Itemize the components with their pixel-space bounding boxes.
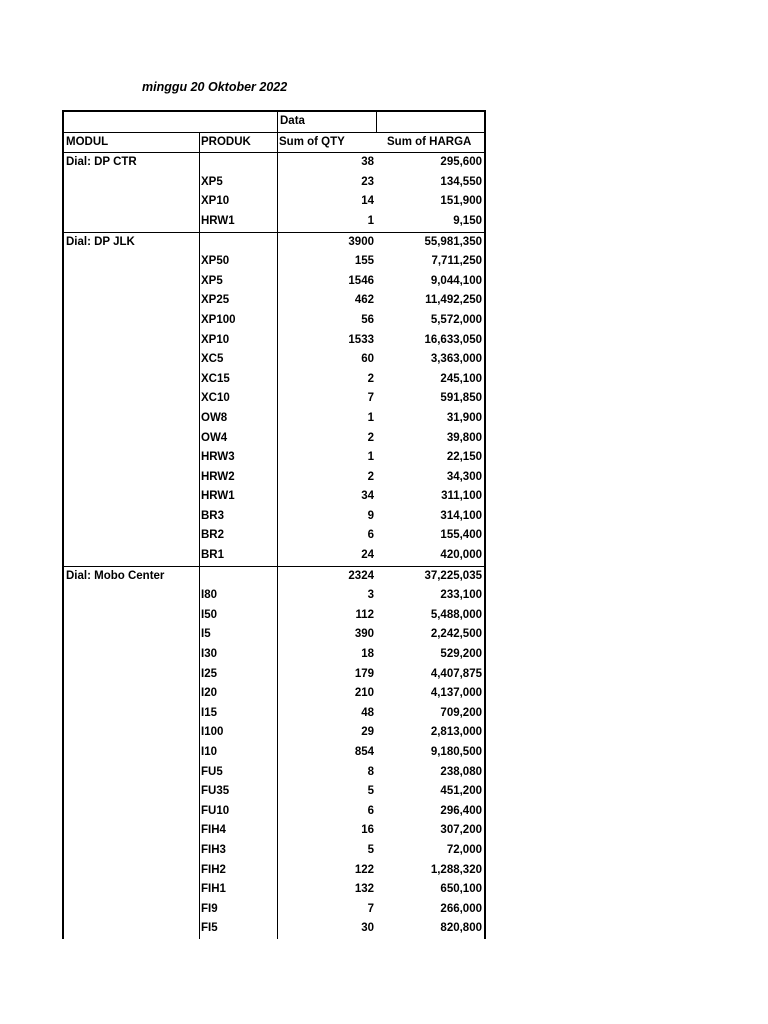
qty-cell[interactable]: 210 <box>277 684 376 704</box>
qty-cell[interactable]: 854 <box>277 743 376 763</box>
produk-cell[interactable]: XC10 <box>199 389 277 409</box>
modul-cell[interactable] <box>64 252 200 272</box>
harga-cell[interactable]: 529,200 <box>440 648 482 661</box>
produk-cell[interactable]: HRW1 <box>199 212 277 232</box>
produk-cell[interactable]: BR1 <box>199 546 277 566</box>
harga-cell[interactable]: 22,150 <box>446 451 482 464</box>
qty-cell[interactable]: 1 <box>277 409 376 429</box>
modul-cell[interactable]: Dial: DP JLK <box>66 235 135 248</box>
produk-cell[interactable]: FU35 <box>199 782 277 802</box>
produk-cell[interactable]: XP25 <box>199 291 277 311</box>
table-row <box>64 684 484 704</box>
qty-cell[interactable]: 179 <box>277 665 376 685</box>
modul-cell[interactable] <box>64 468 200 488</box>
harga-cell[interactable]: 9,044,100 <box>430 274 482 287</box>
group-total-row <box>64 232 484 253</box>
produk-cell[interactable] <box>199 567 277 587</box>
modul-cell[interactable] <box>64 821 200 841</box>
qty-cell[interactable]: 2 <box>277 429 376 449</box>
modul-cell[interactable] <box>64 606 200 626</box>
harga-cell[interactable]: 5,572,000 <box>430 313 482 326</box>
modul-cell[interactable] <box>64 429 200 449</box>
modul-cell[interactable] <box>64 645 200 665</box>
qty-cell[interactable]: 30 <box>277 919 376 939</box>
qty-cell[interactable]: 7 <box>277 389 376 409</box>
table-row <box>64 526 484 546</box>
harga-cell[interactable]: 311,100 <box>441 490 482 503</box>
harga-cell[interactable]: 296,400 <box>440 804 482 817</box>
pivot-body <box>64 153 484 939</box>
report-title: minggu 20 Oktober 2022 <box>142 80 288 94</box>
modul-cell[interactable]: Dial: Mobo Center <box>66 569 165 582</box>
group-total-row <box>64 566 484 587</box>
qty-cell[interactable]: 3 <box>277 586 376 606</box>
table-row <box>64 272 484 292</box>
modul-cell[interactable]: Dial: DP CTR <box>66 156 137 169</box>
table-row <box>64 861 484 881</box>
harga-cell[interactable]: 11,492,250 <box>425 294 482 307</box>
modul-cell[interactable] <box>64 487 200 507</box>
produk-cell[interactable]: I80 <box>199 586 277 606</box>
produk-cell[interactable]: OW4 <box>199 429 277 449</box>
modul-cell[interactable] <box>64 192 200 212</box>
produk-cell[interactable]: XP10 <box>199 331 277 351</box>
harga-cell[interactable]: 709,200 <box>440 706 482 719</box>
produk-cell[interactable]: I25 <box>199 665 277 685</box>
table-row <box>64 900 484 920</box>
table-row <box>64 782 484 802</box>
qty-cell[interactable]: 6 <box>277 526 376 546</box>
pivot-column-header-row <box>64 133 484 154</box>
modul-cell[interactable] <box>64 291 200 311</box>
modul-cell[interactable] <box>64 900 200 920</box>
produk-cell[interactable]: HRW2 <box>199 468 277 488</box>
produk-cell[interactable]: I100 <box>199 723 277 743</box>
produk-cell[interactable]: I20 <box>199 684 277 704</box>
harga-cell[interactable]: 16,633,050 <box>424 333 482 346</box>
qty-cell[interactable]: 9 <box>277 507 376 527</box>
pivot-data-header-row <box>64 112 484 133</box>
qty-cell[interactable]: 2 <box>277 370 376 390</box>
qty-cell[interactable]: 60 <box>277 350 376 370</box>
qty-cell[interactable]: 5 <box>277 841 376 861</box>
modul-cell[interactable] <box>64 782 200 802</box>
header-sum-of-harga[interactable]: Sum of HARGA <box>387 135 472 148</box>
qty-cell[interactable]: 29 <box>277 723 376 743</box>
table-row <box>64 331 484 351</box>
table-row <box>64 919 484 939</box>
produk-cell[interactable]: I30 <box>199 645 277 665</box>
table-row <box>64 704 484 724</box>
produk-cell[interactable]: FI5 <box>199 919 277 939</box>
harga-cell[interactable]: 2,813,000 <box>430 726 482 739</box>
harga-cell[interactable]: 591,850 <box>440 392 482 405</box>
table-row <box>64 468 484 488</box>
modul-cell[interactable] <box>64 861 200 881</box>
qty-cell[interactable]: 6 <box>277 802 376 822</box>
group-total-row <box>64 153 484 173</box>
qty-cell[interactable]: 56 <box>277 311 376 331</box>
modul-cell[interactable] <box>64 723 200 743</box>
qty-cell[interactable]: 18 <box>277 645 376 665</box>
qty-cell[interactable]: 1546 <box>277 272 376 292</box>
modul-cell[interactable] <box>64 704 200 724</box>
qty-cell[interactable]: 16 <box>277 821 376 841</box>
produk-cell[interactable] <box>199 233 277 253</box>
harga-cell[interactable]: 151,900 <box>440 195 482 208</box>
harga-cell[interactable]: 1,288,320 <box>430 863 482 876</box>
modul-cell[interactable] <box>64 665 200 685</box>
table-row <box>64 212 484 232</box>
produk-cell[interactable]: FIH2 <box>199 861 277 881</box>
harga-cell[interactable]: 9,180,500 <box>430 746 482 758</box>
harga-cell[interactable]: 820,800 <box>440 922 482 935</box>
table-row <box>64 448 484 468</box>
modul-cell[interactable] <box>64 763 200 783</box>
harga-cell[interactable]: 3,363,000 <box>430 353 482 366</box>
harga-cell[interactable]: 155,400 <box>440 529 482 542</box>
qty-cell[interactable]: 23 <box>277 173 376 193</box>
produk-cell[interactable]: FU5 <box>199 763 277 783</box>
harga-cell[interactable]: 295,600 <box>440 156 482 169</box>
table-row <box>64 586 484 606</box>
modul-cell[interactable] <box>64 409 200 429</box>
pivot-table <box>62 110 486 939</box>
qty-cell[interactable]: 5 <box>277 782 376 802</box>
modul-cell[interactable] <box>64 919 200 939</box>
harga-cell[interactable]: 233,100 <box>440 589 482 602</box>
harga-cell[interactable]: 55,981,350 <box>424 235 482 248</box>
qty-cell[interactable]: 462 <box>277 291 376 311</box>
modul-cell[interactable] <box>64 684 200 704</box>
table-row <box>64 409 484 429</box>
qty-cell[interactable]: 112 <box>277 606 376 626</box>
produk-cell[interactable]: XP100 <box>199 311 277 331</box>
produk-cell[interactable]: FU10 <box>199 802 277 822</box>
qty-cell[interactable]: 8 <box>277 763 376 783</box>
produk-cell[interactable]: I10 <box>199 743 277 763</box>
modul-cell[interactable] <box>64 173 200 193</box>
qty-cell[interactable]: 1533 <box>277 331 376 351</box>
table-row <box>64 370 484 390</box>
modul-cell[interactable] <box>64 526 200 546</box>
produk-cell[interactable]: BR2 <box>199 526 277 546</box>
table-row <box>64 429 484 449</box>
qty-cell[interactable]: 34 <box>277 487 376 507</box>
produk-cell[interactable]: BR3 <box>199 507 277 527</box>
table-row <box>64 606 484 626</box>
harga-cell[interactable]: 650,100 <box>440 883 482 896</box>
qty-cell[interactable]: 390 <box>277 625 376 645</box>
harga-cell[interactable]: 245,100 <box>440 372 482 385</box>
qty-cell[interactable]: 2 <box>277 468 376 488</box>
table-row <box>64 625 484 645</box>
table-row <box>64 841 484 861</box>
data-field-label[interactable]: Data <box>277 112 377 132</box>
modul-cell[interactable] <box>64 743 200 763</box>
table-row <box>64 350 484 370</box>
qty-cell[interactable]: 38 <box>277 153 376 173</box>
harga-cell[interactable]: 307,200 <box>440 824 482 837</box>
modul-cell[interactable] <box>64 586 200 606</box>
harga-cell[interactable]: 34,300 <box>446 470 482 483</box>
table-row <box>64 802 484 822</box>
qty-cell[interactable]: 132 <box>277 880 376 900</box>
table-row <box>64 173 484 193</box>
produk-cell[interactable]: FIH4 <box>199 821 277 841</box>
table-row <box>64 880 484 900</box>
produk-cell[interactable]: XP10 <box>199 192 277 212</box>
modul-cell[interactable] <box>64 331 200 351</box>
modul-cell[interactable] <box>64 841 200 861</box>
table-row <box>64 192 484 212</box>
header-sum-of-qty[interactable]: Sum of QTY <box>277 133 377 153</box>
modul-cell[interactable] <box>64 212 200 232</box>
header-modul[interactable]: MODUL <box>66 135 109 148</box>
produk-cell[interactable]: XC15 <box>199 370 277 390</box>
modul-cell[interactable] <box>64 370 200 390</box>
qty-cell[interactable]: 122 <box>277 861 376 881</box>
produk-cell[interactable]: FI9 <box>199 900 277 920</box>
table-row <box>64 763 484 783</box>
harga-cell[interactable]: 134,550 <box>440 175 482 188</box>
harga-cell[interactable]: 2,242,500 <box>430 628 482 641</box>
table-row <box>64 723 484 743</box>
modul-cell[interactable] <box>64 350 200 370</box>
table-row <box>64 389 484 409</box>
table-row <box>64 311 484 331</box>
qty-cell[interactable]: 48 <box>277 704 376 724</box>
harga-cell[interactable]: 4,407,875 <box>430 667 482 680</box>
modul-cell[interactable] <box>64 311 200 331</box>
table-row <box>64 291 484 311</box>
harga-cell[interactable]: 420,000 <box>440 549 482 562</box>
harga-cell[interactable]: 39,800 <box>446 431 482 444</box>
harga-cell[interactable]: 72,000 <box>446 843 482 856</box>
produk-cell[interactable]: XP5 <box>199 173 277 193</box>
table-row <box>64 821 484 841</box>
harga-cell[interactable]: 7,711,250 <box>431 255 482 268</box>
qty-cell[interactable]: 14 <box>277 192 376 212</box>
table-row <box>64 743 484 763</box>
harga-cell[interactable]: 266,000 <box>440 902 482 915</box>
harga-cell[interactable]: 451,200 <box>440 785 482 798</box>
produk-cell[interactable]: I5 <box>199 625 277 645</box>
harga-cell[interactable]: 238,080 <box>440 765 482 778</box>
qty-cell[interactable]: 24 <box>277 546 376 566</box>
qty-cell[interactable]: 7 <box>277 900 376 920</box>
produk-cell[interactable]: XP5 <box>199 272 277 292</box>
harga-cell[interactable]: 4,137,000 <box>430 687 482 700</box>
table-row <box>64 252 484 272</box>
modul-cell[interactable] <box>64 507 200 527</box>
modul-cell[interactable] <box>64 448 200 468</box>
qty-cell[interactable]: 2324 <box>277 567 376 587</box>
qty-cell[interactable]: 155 <box>277 252 376 272</box>
modul-cell[interactable] <box>64 802 200 822</box>
table-row <box>64 645 484 665</box>
harga-cell[interactable]: 9,150 <box>453 214 482 227</box>
table-row <box>64 665 484 685</box>
modul-cell[interactable] <box>64 546 200 566</box>
qty-cell[interactable]: 3900 <box>277 233 376 253</box>
produk-cell[interactable]: I50 <box>199 606 277 626</box>
modul-cell[interactable] <box>64 625 200 645</box>
modul-cell[interactable] <box>64 880 200 900</box>
table-row <box>64 546 484 566</box>
harga-cell[interactable]: 31,900 <box>446 411 482 424</box>
qty-cell[interactable]: 1 <box>277 212 376 232</box>
harga-cell[interactable]: 5,488,000 <box>430 608 482 621</box>
produk-cell[interactable]: I15 <box>199 704 277 724</box>
qty-cell[interactable]: 1 <box>277 448 376 468</box>
modul-cell[interactable] <box>64 389 200 409</box>
produk-cell[interactable]: XP50 <box>199 252 277 272</box>
produk-cell[interactable]: FIH3 <box>199 841 277 861</box>
produk-cell[interactable]: OW8 <box>199 409 277 429</box>
table-row <box>64 487 484 507</box>
table-row <box>64 507 484 527</box>
produk-cell[interactable]: FIH1 <box>199 880 277 900</box>
harga-cell[interactable]: 37,225,035 <box>424 569 482 582</box>
header-produk[interactable]: PRODUK <box>199 133 277 153</box>
harga-cell[interactable]: 314,100 <box>440 509 482 522</box>
produk-cell[interactable] <box>199 153 277 173</box>
modul-cell[interactable] <box>64 272 200 292</box>
produk-cell[interactable]: XC5 <box>199 350 277 370</box>
produk-cell[interactable]: HRW1 <box>199 487 277 507</box>
produk-cell[interactable]: HRW3 <box>199 448 277 468</box>
